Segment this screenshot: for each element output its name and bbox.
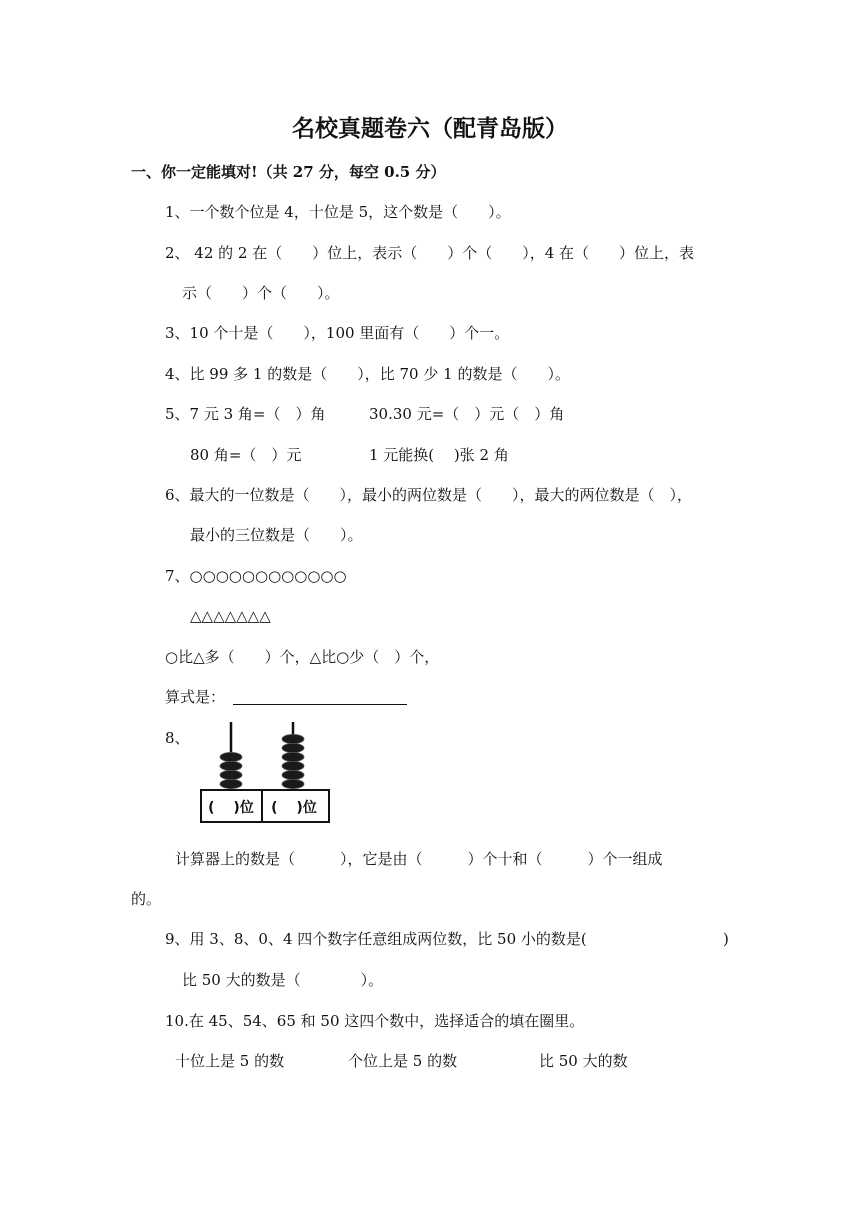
section-heading-1: 一、你一定能填对!（共 27 分，每空 0.5 分）: [131, 163, 446, 181]
question-3: 3、10 个十是（ ），100 里面有（ ）个一。: [165, 324, 510, 342]
question-8-line-2: 的。: [131, 890, 162, 908]
question-9-paren-close: ): [723, 930, 729, 948]
question-6-line-2: 最小的三位数是（ ）。: [190, 526, 363, 544]
question-7-circles: 7、○○○○○○○○○○○○: [165, 567, 347, 585]
abacus-label-right: ( )位: [271, 800, 317, 816]
question-1: 1、一个数个位是 4，十位是 5，这个数是（ ）。: [165, 203, 511, 221]
abacus-bead: [220, 752, 242, 761]
abacus-label-left: ( )位: [208, 800, 254, 816]
question-5-part-c: 80 角=（ ）元: [190, 446, 302, 464]
abacus-bead: [220, 761, 242, 770]
abacus-beads-left: [220, 752, 242, 788]
question-9-line-2: 比 50 大的数是（ ）。: [182, 971, 384, 989]
q10-category-over-50: 比 50 大的数: [539, 1052, 628, 1070]
abacus-figure: [198, 718, 334, 826]
abacus-bead: [282, 743, 304, 752]
question-2-line-2: 示（ ）个（ ）。: [182, 284, 340, 302]
question-6-line-1: 6、最大的一位数是（ ），最小的两位数是（ ），最大的两位数是（ ），: [165, 486, 693, 504]
abacus-bead: [220, 770, 242, 779]
abacus-beads-right: [282, 734, 304, 788]
q10-category-ones-5: 个位上是 5 的数: [348, 1052, 458, 1070]
abacus-bead: [220, 779, 242, 788]
q10-category-tens-5: 十位上是 5 的数: [175, 1052, 285, 1070]
question-5-part-b: 30.30 元=（ ）元（ ）角: [369, 405, 565, 423]
abacus-bead: [282, 752, 304, 761]
question-5-part-a: 5、7 元 3 角=（ ）角: [165, 405, 326, 423]
abacus-bead: [282, 770, 304, 779]
question-5-part-d: 1 元能换( )张 2 角: [369, 446, 509, 464]
abacus-bead: [282, 779, 304, 788]
question-2-line-1: 2、 42 的 2 在（ ）位上，表示（ ）个（ ），4 在（ ）位上，表: [165, 244, 695, 262]
abacus-bead: [282, 734, 304, 743]
question-7-compare: ○比△多（ ）个，△比○少（ ）个，: [165, 648, 440, 666]
question-7-formula-label: 算式是：: [165, 688, 226, 706]
question-10: 10.在 45、54、65 和 50 这四个数中，选择适合的填在圈里。: [165, 1012, 585, 1030]
question-9-line-1: 9、用 3、8、0、4 四个数字任意组成两位数，比 50 小的数是(: [165, 930, 587, 948]
abacus-bead: [282, 761, 304, 770]
formula-answer-line: [233, 704, 407, 705]
page-title: 名校真题卷六（配青岛版）: [292, 115, 568, 142]
question-7-triangles: △△△△△△△: [190, 607, 271, 625]
question-8-line-1: 计算器上的数是（ ），它是由（ ）个十和（ ）个一组成: [175, 850, 663, 868]
question-4: 4、比 99 多 1 的数是（ ），比 70 少 1 的数是（ ）。: [165, 365, 570, 383]
question-8-label: 8、: [165, 729, 190, 747]
